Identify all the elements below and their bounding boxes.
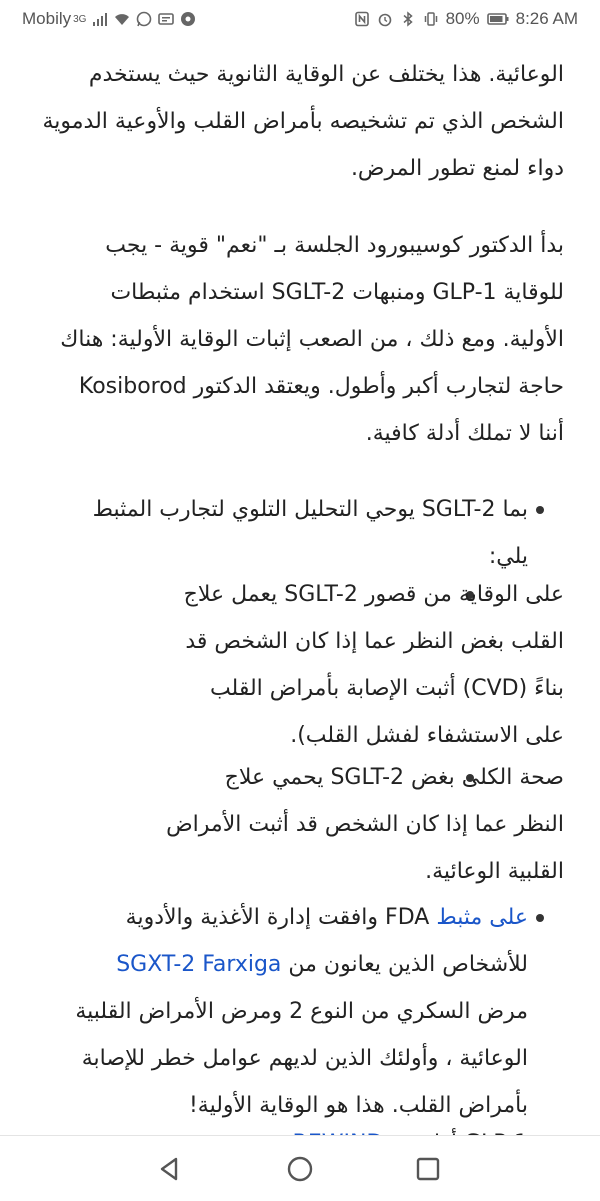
alarm-icon [377,11,393,27]
paragraph-line: حاجة لتجارب أكبر وأطول. ويعتقد الدكتور Kosiborod [78,374,564,399]
battery-icon [487,11,509,27]
navigation-bar [0,1135,600,1201]
signal-icon [92,11,108,27]
bullet-line: القلب بغض النظر عما إذا كان الشخص قد [185,629,564,654]
bullet-dot [536,914,544,922]
sub-bullet-item-2 [144,754,564,895]
bullet-line [28,941,528,988]
farxiga-link[interactable]: SGXT-2 Farxiga [116,952,282,977]
article-paragraph-1 [24,51,564,192]
article-content [0,40,600,1135]
vibrate-icon [423,11,439,27]
bullet-line: بناءً (CVD) أثبت الإصابة بأمراض القلب [209,676,564,701]
messages-icon [158,11,174,27]
bullet-dot [536,506,544,514]
bullet-line: بأمراض القلب. هذا هو الوقاية الأولية! [188,1093,528,1118]
paragraph-line: الأولية. ومع ذلك ، من الصعب إثبات الوقاية الأولية: هناك [60,327,564,352]
network-type: 3G [73,13,87,25]
status-right [354,9,578,29]
bullet-line: بما SGLT-2 يوحي التحليل التلوي لتجارب المثبط [92,497,528,522]
wifi-icon [114,11,130,27]
clock-time: 8:26 AM [515,9,578,28]
bullet-text: للأشخاص الذين يعانون من [288,952,528,977]
home-icon[interactable] [284,1153,316,1185]
nfc-icon [354,11,370,27]
recents-icon[interactable] [412,1153,444,1185]
bullet-line: الوعائية ، وأولئك الذين لديهم عوامل خطر للإصابة [81,1046,528,1071]
paragraph-line: للوقاية GLP-1 ومنبهات SGLT-2 استخدام مثبطات [110,280,564,305]
sub-bullet-item-1 [144,571,564,759]
battery-percent: 80% [445,9,480,28]
paragraph-line: دواء لمنع تطور المرض. [350,156,564,181]
paragraph-line: أننا لا تملك أدلة كافية. [365,421,564,446]
chrome-icon [180,11,196,27]
status-left [22,9,196,29]
whatsapp-icon [136,11,152,27]
paragraph-line: الوعائية. هذا يختلف عن الوقاية الثانوية حيث يستخدم [88,62,564,87]
bullet-item-2 [28,894,528,1129]
carrier-name: Mobily [22,9,72,28]
back-icon[interactable] [154,1153,186,1185]
bluetooth-icon [400,11,416,27]
bullet-line: يلي: [488,544,528,569]
fda-link[interactable]: على مثبط [436,905,528,930]
status-bar [0,0,600,40]
bullet-line: على الوقاية من قصور SGLT-2 يعمل علاج [183,582,564,607]
paragraph-line: بدأ الدكتور كوسيبورود الجلسة بـ "نعم" قوية - يجب [105,233,564,258]
bullet-line: صحة الكلى بغض SGLT-2 يحمي علاج [224,765,564,790]
article-paragraph-2 [24,222,564,457]
bullet-line: مرض السكري من النوع 2 ومرض الأمراض القلبية [75,999,528,1024]
bullet-text: FDA وافقت إدارة الأغذية والأدوية [125,905,430,930]
paragraph-line: الشخص الذي تم تشخيصه بأمراض القلب والأوعية الدموية [42,109,564,134]
bullet-line: القلبية الوعائية. [425,859,564,884]
bullet-line [28,894,528,941]
bullet-item-1 [28,486,528,580]
bullet-line: على الاستشفاء لفشل القلب). [290,723,564,748]
bullet-line: النظر عما إذا كان الشخص قد أثبت الأمراض [166,812,564,837]
